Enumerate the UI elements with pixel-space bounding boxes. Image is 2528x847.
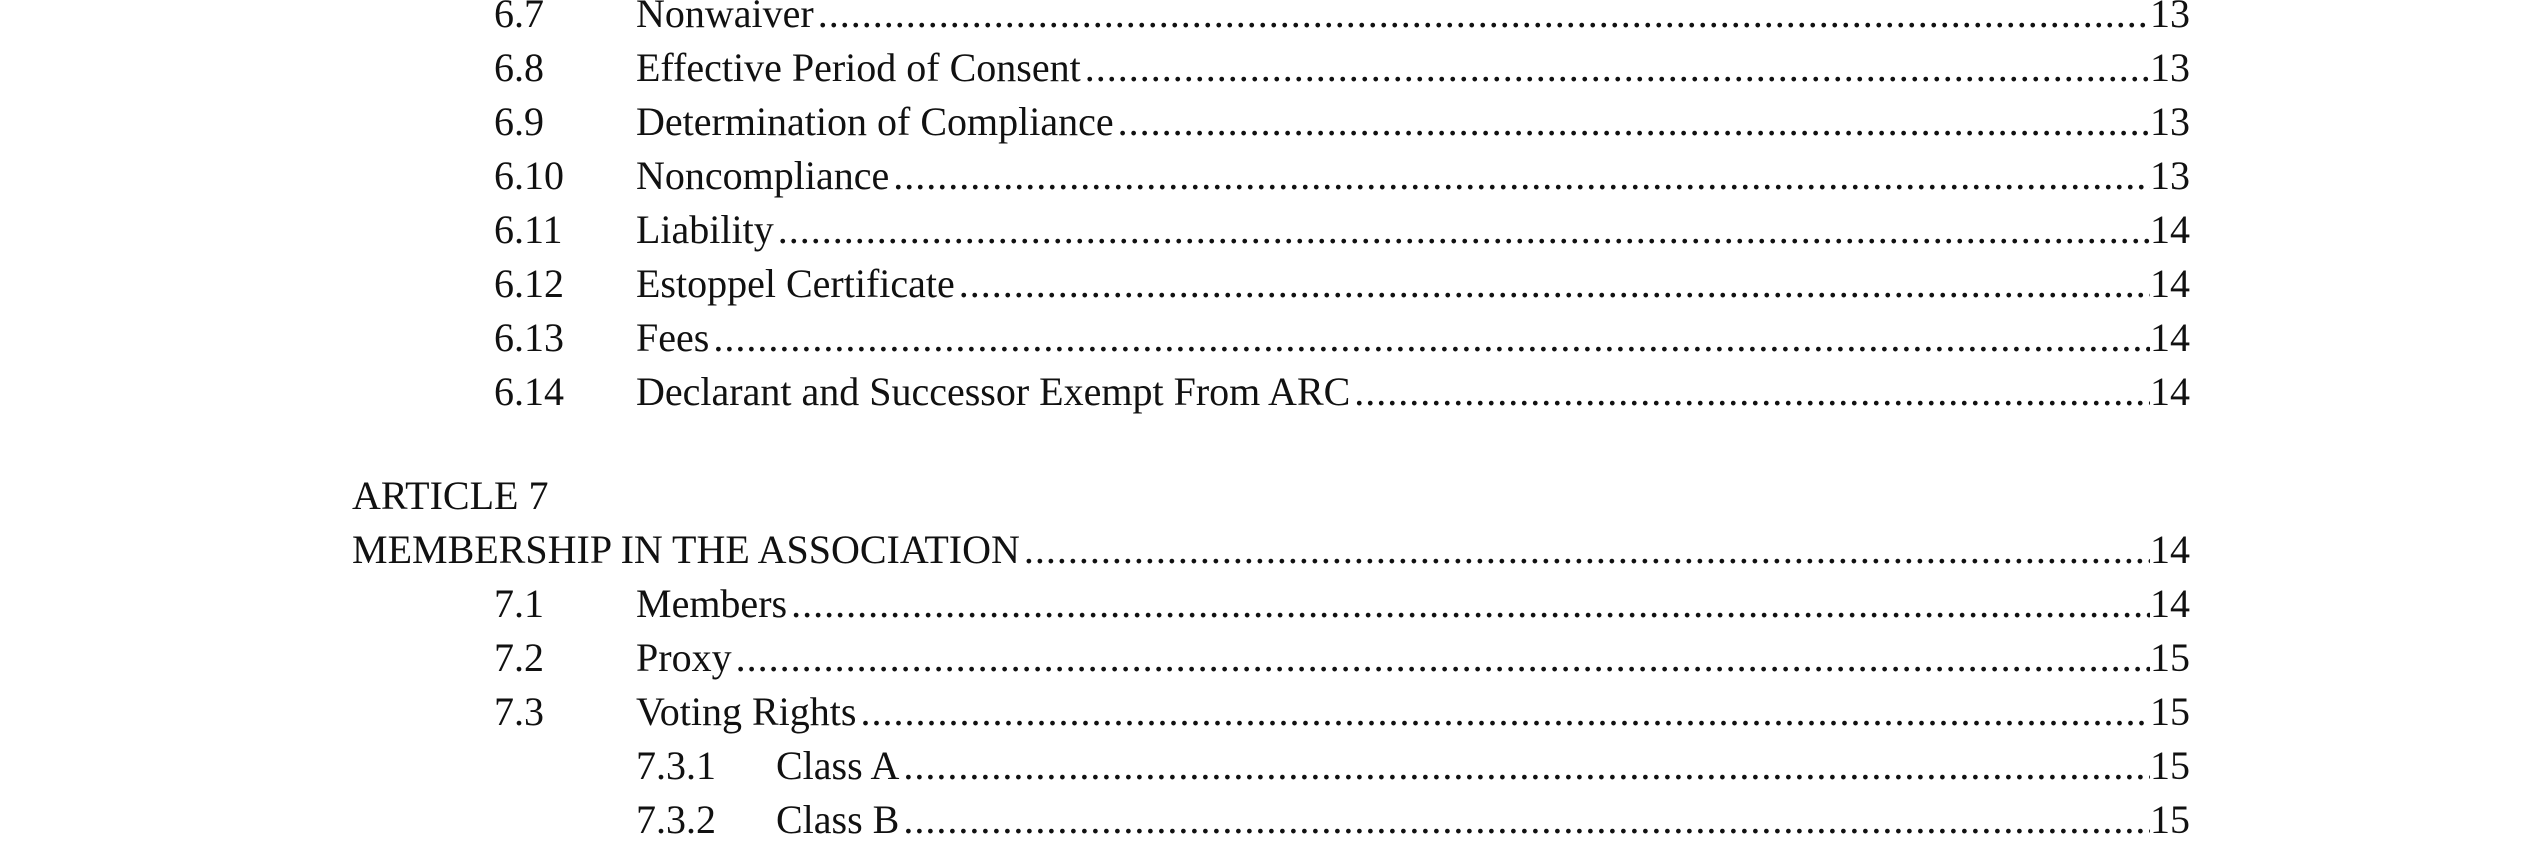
toc-entry-page: 14: [2150, 369, 2190, 414]
toc-entry-6-11[interactable]: [0, 203, 2528, 257]
toc-entry-7-3[interactable]: [0, 685, 2528, 739]
toc-leader-dots: [1020, 523, 2150, 577]
toc-entry-title: Class A: [776, 743, 900, 788]
toc-entry-title: Liability: [636, 207, 774, 252]
toc-entry-number: 6.14: [494, 369, 564, 414]
toc-leader-dots: [1114, 95, 2150, 149]
toc-entry-6-8[interactable]: [0, 41, 2528, 95]
toc-entry-number: 6.12: [494, 261, 564, 306]
toc-entry-page: 14: [2150, 261, 2190, 306]
toc-entry-title: Determination of Compliance: [636, 99, 1114, 144]
toc-entry-number: 7.3: [494, 689, 544, 734]
toc-entry-6-9[interactable]: [0, 95, 2528, 149]
toc-leader-dots: [709, 311, 2150, 365]
toc-entry-number: 7.2: [494, 635, 544, 680]
toc-entry-6-7[interactable]: [0, 0, 2528, 41]
toc-entry-page: 13: [2150, 0, 2190, 36]
toc-entry-title: Class B: [776, 797, 900, 842]
article-7-title: MEMBERSHIP IN THE ASSOCIATION: [352, 527, 1020, 572]
toc-entry-number: 6.10: [494, 153, 564, 198]
toc-entry-page: 15: [2150, 797, 2190, 842]
toc-entry-number: 6.11: [494, 207, 563, 252]
toc-entry-7-2[interactable]: [0, 631, 2528, 685]
toc-leader-dots: [889, 149, 2150, 203]
toc-entry-page: 13: [2150, 45, 2190, 90]
toc-entry-6-13[interactable]: [0, 311, 2528, 365]
toc-leader-dots: [899, 793, 2150, 847]
toc-entry-page: 13: [2150, 153, 2190, 198]
toc-entry-7-3-2[interactable]: [0, 793, 2528, 847]
toc-leader-dots: [787, 577, 2150, 631]
toc-entry-6-14[interactable]: [0, 365, 2528, 419]
toc-entry-page: 14: [2150, 581, 2190, 626]
toc-entry-number: 6.9: [494, 99, 544, 144]
toc-entry-6-12[interactable]: [0, 257, 2528, 311]
toc-leader-dots: [732, 631, 2150, 685]
toc-entry-number: 6.7: [494, 0, 544, 36]
toc-entry-page: 14: [2150, 207, 2190, 252]
toc-entry-title: Voting Rights: [636, 689, 857, 734]
toc-entry-title: Declarant and Successor Exempt From ARC: [636, 369, 1351, 414]
toc-entry-page: 13: [2150, 99, 2190, 144]
article-7-label: ARTICLE 7: [352, 473, 549, 518]
toc-entry-number: 6.13: [494, 315, 564, 360]
toc-entry-6-10[interactable]: [0, 149, 2528, 203]
toc-leader-dots: [1350, 365, 2150, 419]
toc-entry-title: Effective Period of Consent: [636, 45, 1081, 90]
toc-entry-number: 7.1: [494, 581, 544, 626]
toc-leader-dots: [955, 257, 2150, 311]
toc-leader-dots: [1081, 41, 2150, 95]
toc-entry-title: Members: [636, 581, 788, 626]
toc-entry-page: 15: [2150, 689, 2190, 734]
toc-entry-number: 6.8: [494, 45, 544, 90]
toc-entry-title: Noncompliance: [636, 153, 890, 198]
toc-entry-title: Nonwaiver: [636, 0, 814, 36]
toc-leader-dots: [774, 203, 2150, 257]
toc-entry-7-1[interactable]: [0, 577, 2528, 631]
toc-entry-title: Estoppel Certificate: [636, 261, 955, 306]
toc-entry-title: Proxy: [636, 635, 732, 680]
toc-entry-title: Fees: [636, 315, 710, 360]
toc-entry-page: 15: [2150, 743, 2190, 788]
toc-leader-dots: [814, 0, 2150, 41]
toc-entry-page: 14: [2150, 315, 2190, 360]
toc-entry-article-7[interactable]: [0, 523, 2528, 577]
toc-entry-7-3-1[interactable]: [0, 739, 2528, 793]
toc-entry-page: 15: [2150, 635, 2190, 680]
toc-leader-dots: [856, 685, 2150, 739]
toc-entry-number: 7.3.1: [636, 743, 716, 788]
toc-entry-page: 14: [2150, 527, 2190, 572]
toc-entry-number: 7.3.2: [636, 797, 716, 842]
toc-leader-dots: [899, 739, 2150, 793]
